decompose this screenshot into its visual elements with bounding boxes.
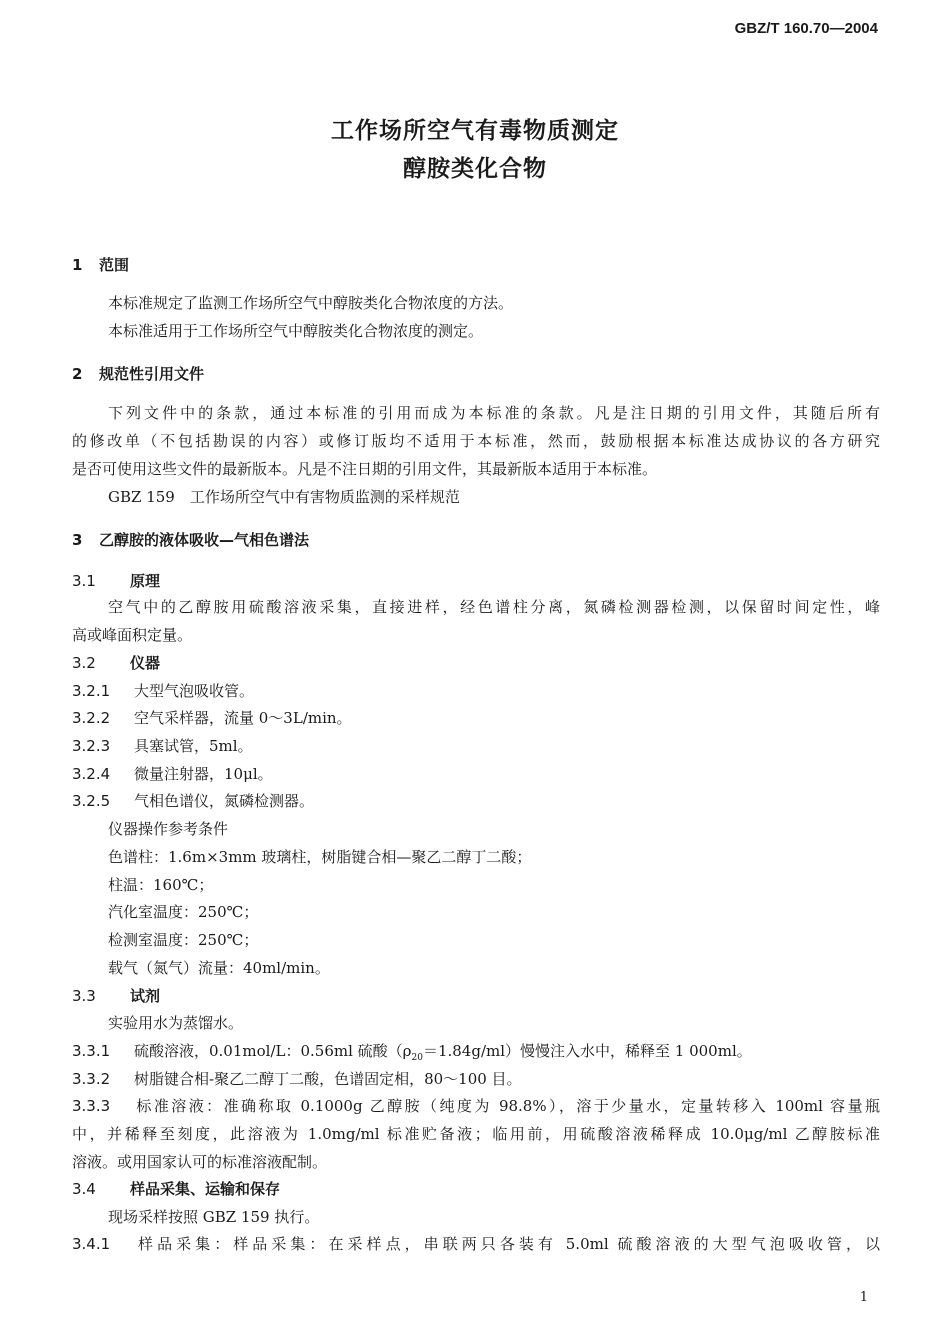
paragraph-line: 中，并稀释至刻度，此溶液为 1.0mg/ml 标准贮备液；临用前，用硫酸溶液稀释成 10.0μg/ml 乙醇胺标准	[72, 1125, 880, 1143]
title-line2: 醇胺类化合物	[403, 156, 547, 182]
section-title: 范围	[99, 256, 130, 274]
item-text: 气相色谱仪，氮磷检测器。	[134, 792, 315, 810]
subsection-title: 原理	[130, 572, 161, 590]
instrument-item	[72, 763, 273, 784]
condition-line: 汽化室温度：250℃；	[108, 903, 259, 921]
condition-line: 检测室温度：250℃；	[108, 931, 259, 949]
subsection-title: 仪器	[130, 654, 161, 672]
subsection-3-4-heading	[72, 1178, 280, 1199]
section-3-heading	[72, 529, 309, 550]
condition-line: 柱温：160℃；	[108, 876, 214, 894]
item-text: 样品采集：样品采集：在采样点，串联两只各装有 5.0ml 硫酸溶液的大型气泡吸收管，以	[134, 1235, 880, 1253]
item-text: ＝1.84g/ml）慢慢注入水中，稀释至 1 000ml。	[422, 1042, 752, 1060]
paragraph-line: 是否可使用这些文件的最新版本。凡是不注日期的引用文件，其最新版本适用于本标准。	[72, 460, 658, 478]
paragraph-line: 的修改单（不包括勘误的内容）或修订版均不适用于本标准，然而，鼓励根据本标准达成协议的各方研究	[72, 432, 880, 450]
subsection-3-1-heading	[72, 570, 160, 591]
item-number: 3.4.1	[72, 1235, 111, 1253]
item-text: 标准溶液：准确称取 0.1000g 乙醇胺（纯度为 98.8%），溶于少量水，定量转移入 100ml 容量瓶	[134, 1097, 880, 1115]
item-text: 微量注射器，10μl。	[134, 765, 273, 783]
item-text: 具塞试管，5ml。	[134, 737, 253, 755]
subsection-number: 3.1	[72, 572, 96, 590]
subsection-number: 3.4	[72, 1180, 96, 1198]
section-2-heading	[72, 363, 204, 384]
condition-line: 色谱柱：1.6m×3mm 玻璃柱，树脂键合相—聚乙二醇丁二酸；	[108, 848, 532, 866]
item-number: 3.2.1	[72, 682, 111, 700]
instrument-item	[72, 707, 352, 728]
section-title: 规范性引用文件	[99, 365, 205, 383]
instrument-item	[72, 790, 314, 811]
reagent-item	[72, 1040, 752, 1063]
instrument-item	[72, 735, 253, 756]
item-number: 3.3.1	[72, 1042, 111, 1060]
title-line1: 工作场所空气有毒物质测定	[331, 118, 619, 144]
section-title: 乙醇胺的液体吸收—气相色谱法	[99, 531, 310, 549]
subsection-title: 样品采集、运输和保存	[130, 1180, 281, 1198]
reagent-item	[72, 1095, 880, 1116]
item-text: 空气采样器，流量 0～3L/min。	[134, 709, 352, 727]
subscript: 20	[411, 1053, 423, 1063]
subsection-title: 试剂	[130, 987, 161, 1005]
section-number: 1	[72, 256, 83, 274]
paragraph: 本标准适用于工作场所空气中醇胺类化合物浓度的测定。	[108, 322, 484, 340]
subsection-3-2-heading	[72, 652, 160, 673]
paragraph-line: 空气中的乙醇胺用硫酸溶液采集，直接进样，经色谱柱分离，氮磷检测器检测，以保留时间定性，峰	[108, 598, 880, 616]
subsection-3-3-heading	[72, 985, 160, 1006]
condition-line: 载气（氮气）流量：40ml/min。	[108, 959, 330, 977]
paragraph-line: 高或峰面积定量。	[72, 626, 193, 644]
subsection-number: 3.3	[72, 987, 96, 1005]
paragraph: 实验用水为蒸馏水。	[108, 1014, 244, 1032]
section-number: 3	[72, 531, 83, 549]
reagent-item	[72, 1068, 522, 1089]
item-number: 3.3.2	[72, 1070, 111, 1088]
item-text: 树脂键合相-聚乙二醇丁二酸，色谱固定相，80～100 目。	[134, 1070, 522, 1088]
sampling-item	[72, 1233, 880, 1254]
item-number: 3.2.2	[72, 709, 111, 727]
paragraph-line: 溶液。或用国家认可的标准溶液配制。	[72, 1153, 328, 1171]
reference-item: GBZ 159 工作场所空气中有害物质监测的采样规范	[108, 488, 460, 506]
paragraph-line: 下列文件中的条款，通过本标准的引用而成为本标准的条款。凡是注日期的引用文件，其随后所有	[108, 404, 880, 422]
subsection-number: 3.2	[72, 654, 96, 672]
page-number: 1	[859, 1290, 868, 1305]
conditions-title: 仪器操作参考条件	[108, 820, 229, 838]
paragraph: 现场采样按照 GBZ 159 执行。	[108, 1208, 320, 1226]
item-number: 3.3.3	[72, 1097, 111, 1115]
section-1-heading	[72, 254, 129, 275]
section-number: 2	[72, 365, 83, 383]
item-text: 大型气泡吸收管。	[134, 682, 255, 700]
instrument-item	[72, 680, 254, 701]
standard-code: GBZ/T 160.70—2004	[734, 20, 878, 37]
item-number: 3.2.5	[72, 792, 111, 810]
item-number: 3.2.3	[72, 737, 111, 755]
paragraph: 本标准规定了监测工作场所空气中醇胺类化合物浓度的方法。	[108, 294, 514, 312]
item-number: 3.2.4	[72, 765, 111, 783]
item-text: 硫酸溶液，0.01mol/L：0.56ml 硫酸（ρ	[134, 1042, 412, 1060]
